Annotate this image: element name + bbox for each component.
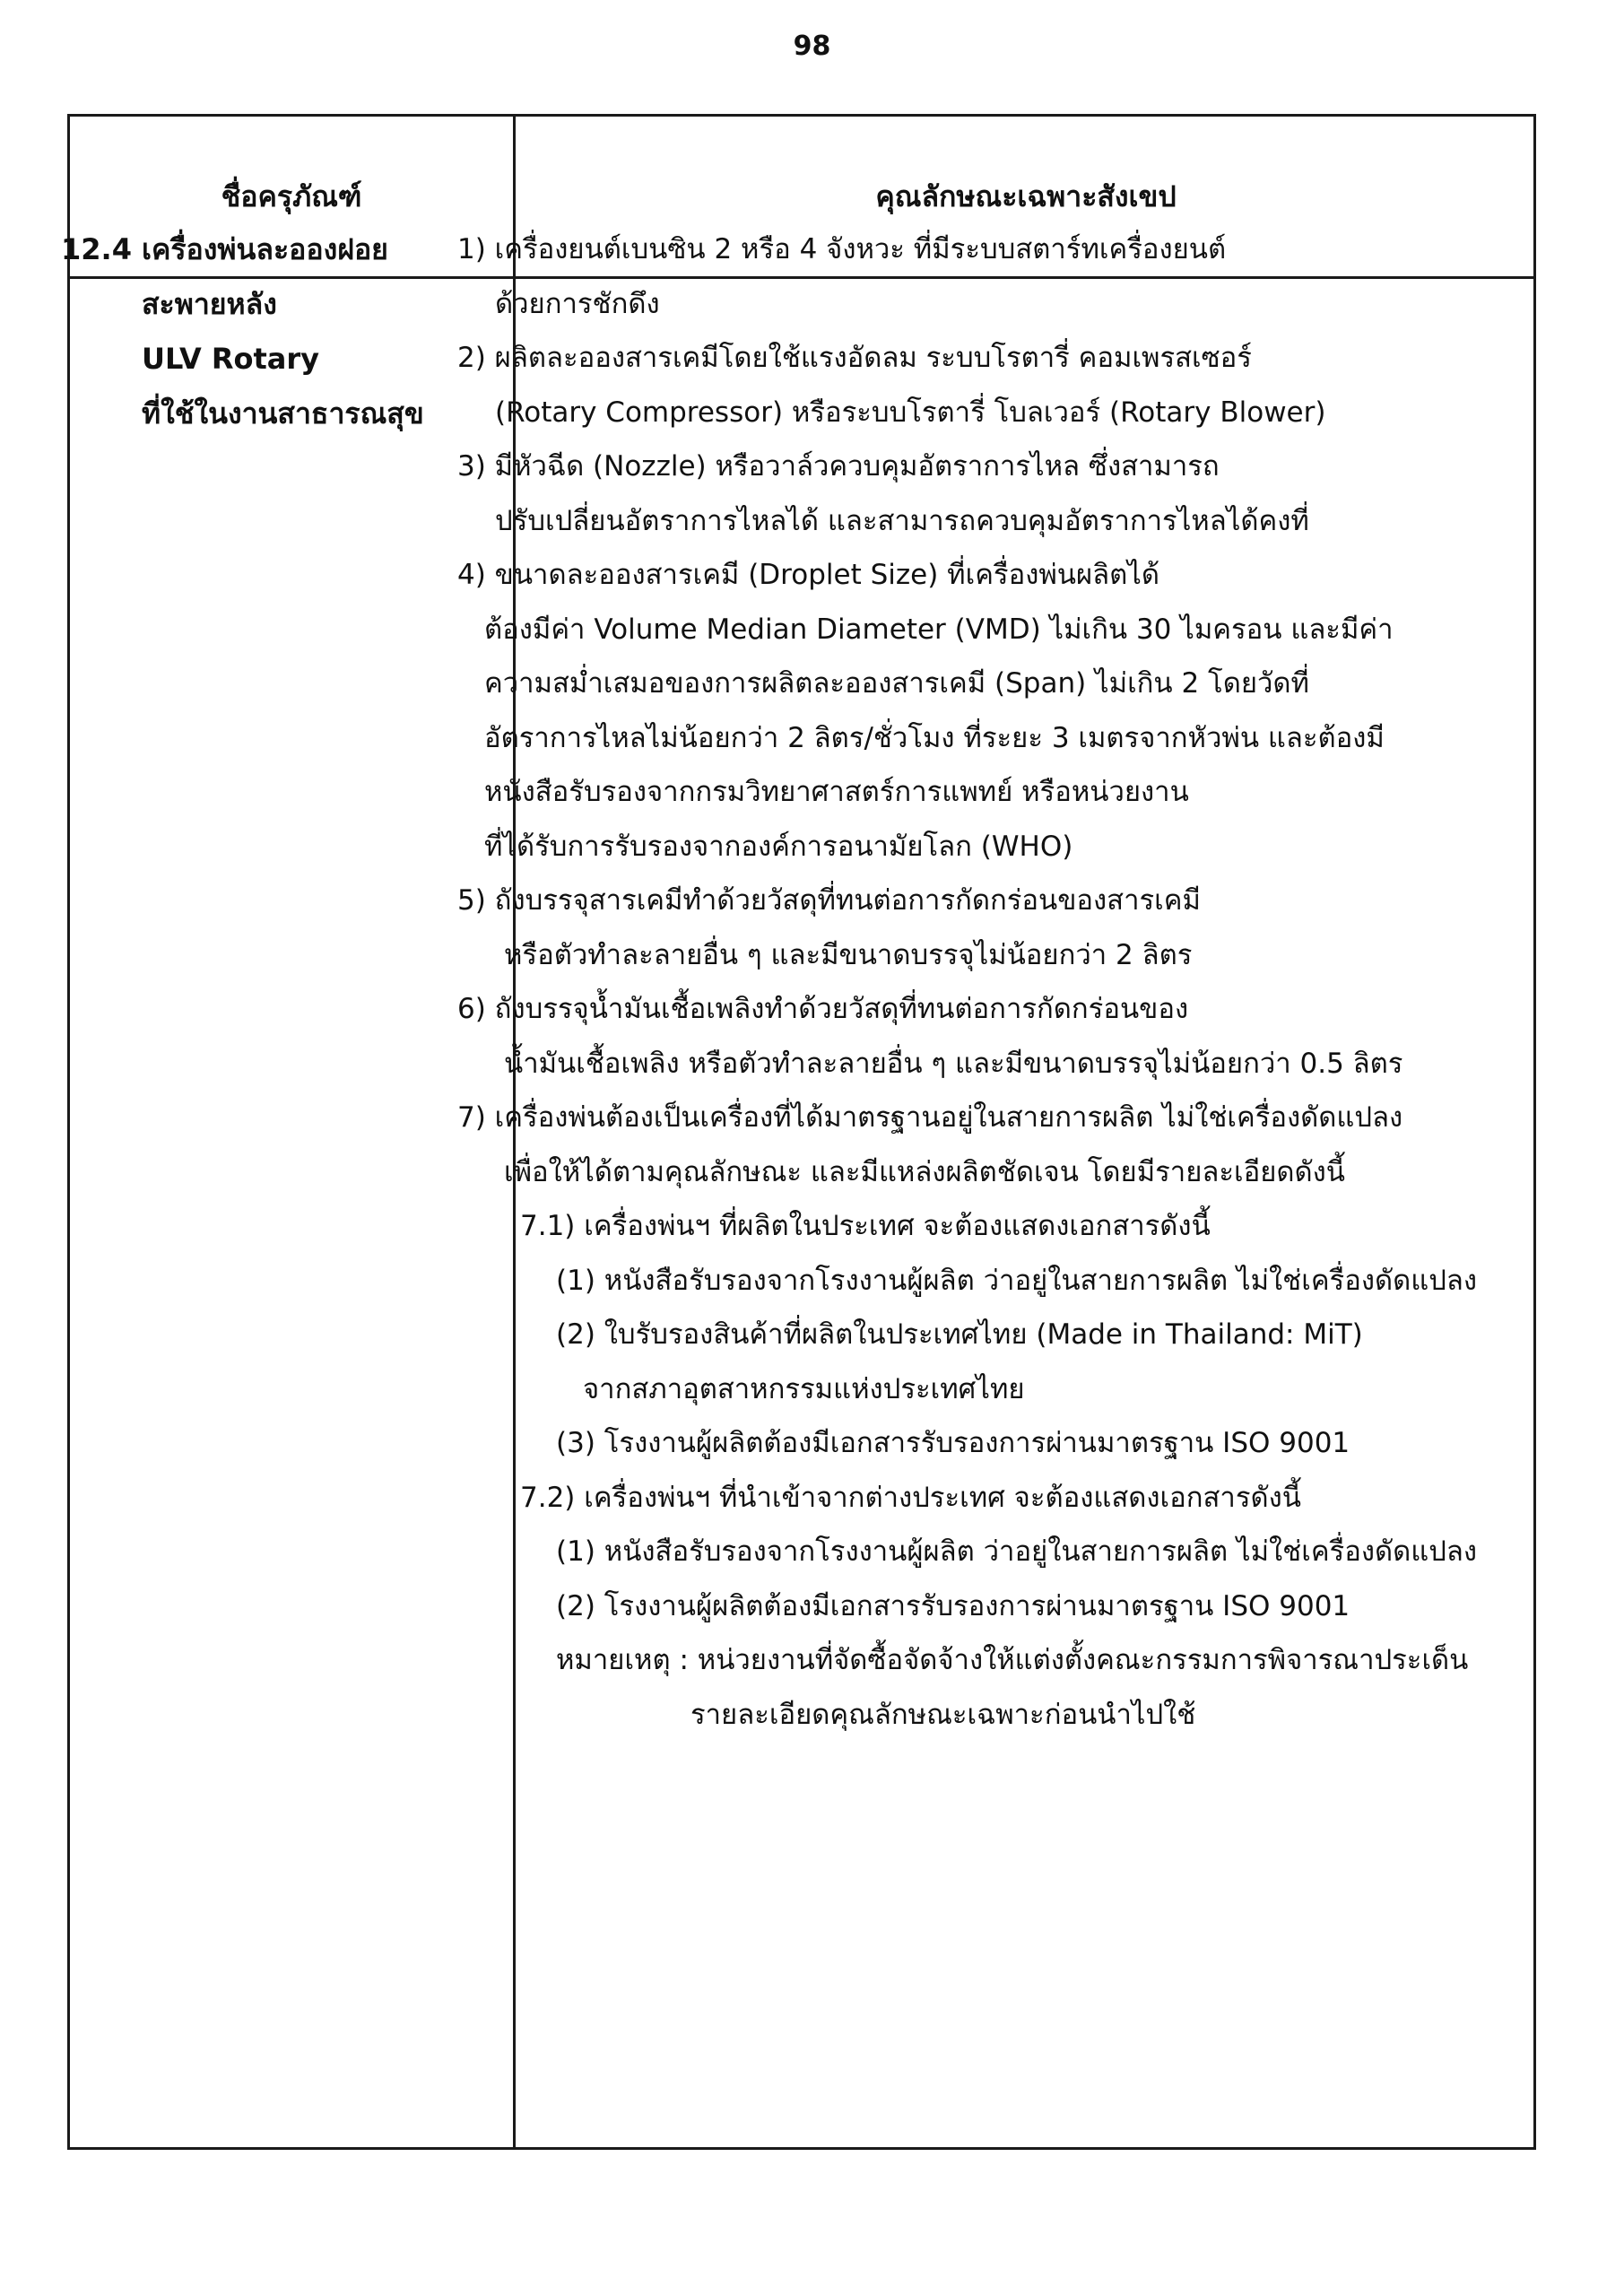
spec-line: (Rotary Compressor) หรือระบบโรตารี่ โบลเวอร์ (Rotary Blower) <box>495 396 1326 429</box>
spec-line: (1) หนังสือรับรองจากโรงงานผู้ผลิต ว่าอยู่ในสายการผลิต ไม่ใช่เครื่องดัดแปลง <box>556 1535 1478 1568</box>
spec-line: 7.1) เครื่องพ่นฯ ที่ผลิตในประเทศ จะต้องแสดงเอกสารดังนี้ <box>520 1210 1211 1242</box>
spec-line: น้ำมันเชื้อเพลิง หรือตัวทำละลายอื่น ๆ และมีขนาดบรรจุไม่น้อยกว่า 0.5 ลิตร <box>504 1047 1403 1080</box>
spec-line: 3) มีหัวฉีด (Nozzle) หรือวาล์วควบคุมอัตราการไหล ซึ่งสามารถ <box>457 450 1220 483</box>
spec-line: 5) ถังบรรจุสารเคมีทำด้วยวัสดุที่ทนต่อการกัดกร่อนของสารเคมี <box>457 884 1201 917</box>
spec-line: 7.2) เครื่องพ่นฯ ที่นำเข้าจากต่างประเทศ จะต้องแสดงเอกสารดังนี้ <box>520 1481 1301 1514</box>
specification-cell <box>457 222 1478 1742</box>
spec-line: (2) โรงงานผู้ผลิตต้องมีเอกสารรับรองการผ่านมาตรฐาน ISO 9001 <box>556 1589 1350 1622</box>
spec-note: รายละเอียดคุณลักษณะเฉพาะก่อนนำไปใช้ <box>690 1698 1196 1731</box>
spec-line: ที่ได้รับการรับรองจากองค์การอนามัยโลก (WHO) <box>484 830 1073 863</box>
spec-line: อัตราการไหลไม่น้อยกว่า 2 ลิตร/ชั่วโมง ที่ระยะ 3 เมตรจากหัวพ่น และต้องมี <box>484 721 1385 754</box>
spec-line: ความสม่ำเสมอของการผลิตละอองสารเคมี (Span) ไม่เกิน 2 โดยวัดที่ <box>484 667 1309 700</box>
spec-line: หรือตัวทำละลายอื่น ๆ และมีขนาดบรรจุไม่น้อยกว่า 2 ลิตร <box>504 938 1193 971</box>
spec-line: (3) โรงงานผู้ผลิตต้องมีเอกสารรับรองการผ่านมาตรฐาน ISO 9001 <box>556 1427 1350 1459</box>
item-name-line: ULV Rotary <box>142 342 320 376</box>
spec-note: หมายเหตุ : หน่วยงานที่จัดซื้อจัดจ้างให้แต่งตั้งคณะกรรมการพิจารณาประเด็น <box>556 1644 1469 1676</box>
header-specification: คุณลักษณะเฉพาะสังเขป <box>875 178 1177 213</box>
page-number: 98 <box>793 30 831 62</box>
spec-line: เพื่อให้ได้ตามคุณลักษณะ และมีแหล่งผลิตชัดเจน โดยมีรายละเอียดดังนี้ <box>504 1155 1345 1188</box>
item-name-line: เครื่องพ่นละอองฝอย <box>142 232 388 266</box>
spec-line: (1) หนังสือรับรองจากโรงงานผู้ผลิต ว่าอยู่ในสายการผลิต ไม่ใช่เครื่องดัดแปลง <box>556 1264 1478 1297</box>
spec-line: (2) ใบรับรองสินค้าที่ผลิตในประเทศไทย (Made in Thailand: MiT) <box>556 1318 1363 1351</box>
spec-line: ต้องมีค่า Volume Median Diameter (VMD) ไม่เกิน 30 ไมครอน และมีค่า <box>484 613 1394 646</box>
spec-line: หนังสือรับรองจากกรมวิทยาศาสตร์การแพทย์ หรือหน่วยงาน <box>484 776 1189 808</box>
spec-line: 1) เครื่องยนต์เบนซิน 2 หรือ 4 จังหวะ ที่มีระบบสตาร์ทเครื่องยนต์ <box>457 233 1227 265</box>
spec-line: ด้วยการชักดึง <box>495 287 660 320</box>
spec-line: จากสภาอุตสาหกรรมแห่งประเทศไทย <box>583 1372 1025 1405</box>
spec-line: 4) ขนาดละอองสารเคมี (Droplet Size) ที่เครื่องพ่นผลิตได้ <box>457 559 1159 591</box>
item-number: 12.4 <box>61 232 132 266</box>
equipment-name-cell <box>61 222 438 441</box>
spec-line: 6) ถังบรรจุน้ำมันเชื้อเพลิงทำด้วยวัสดุที่ทนต่อการกัดกร่อนของ <box>457 993 1189 1025</box>
item-name-line: ที่ใช้ในงานสาธารณสุข <box>142 396 424 430</box>
header-equipment-name: ชื่อครุภัณฑ์ <box>221 178 362 213</box>
item-name-line: สะพายหลัง <box>142 287 277 321</box>
spec-line: 2) ผลิตละอองสารเคมีโดยใช้แรงอัดลม ระบบโรตารี่ คอมเพรสเซอร์ <box>457 342 1252 374</box>
spec-line: ปรับเปลี่ยนอัตราการไหลได้ และสามารถควบคุมอัตราการไหลได้คงที่ <box>495 504 1309 537</box>
spec-line: 7) เครื่องพ่นต้องเป็นเครื่องที่ได้มาตรฐานอยู่ในสายการผลิต ไม่ใช่เครื่องดัดแปลง <box>457 1101 1403 1134</box>
